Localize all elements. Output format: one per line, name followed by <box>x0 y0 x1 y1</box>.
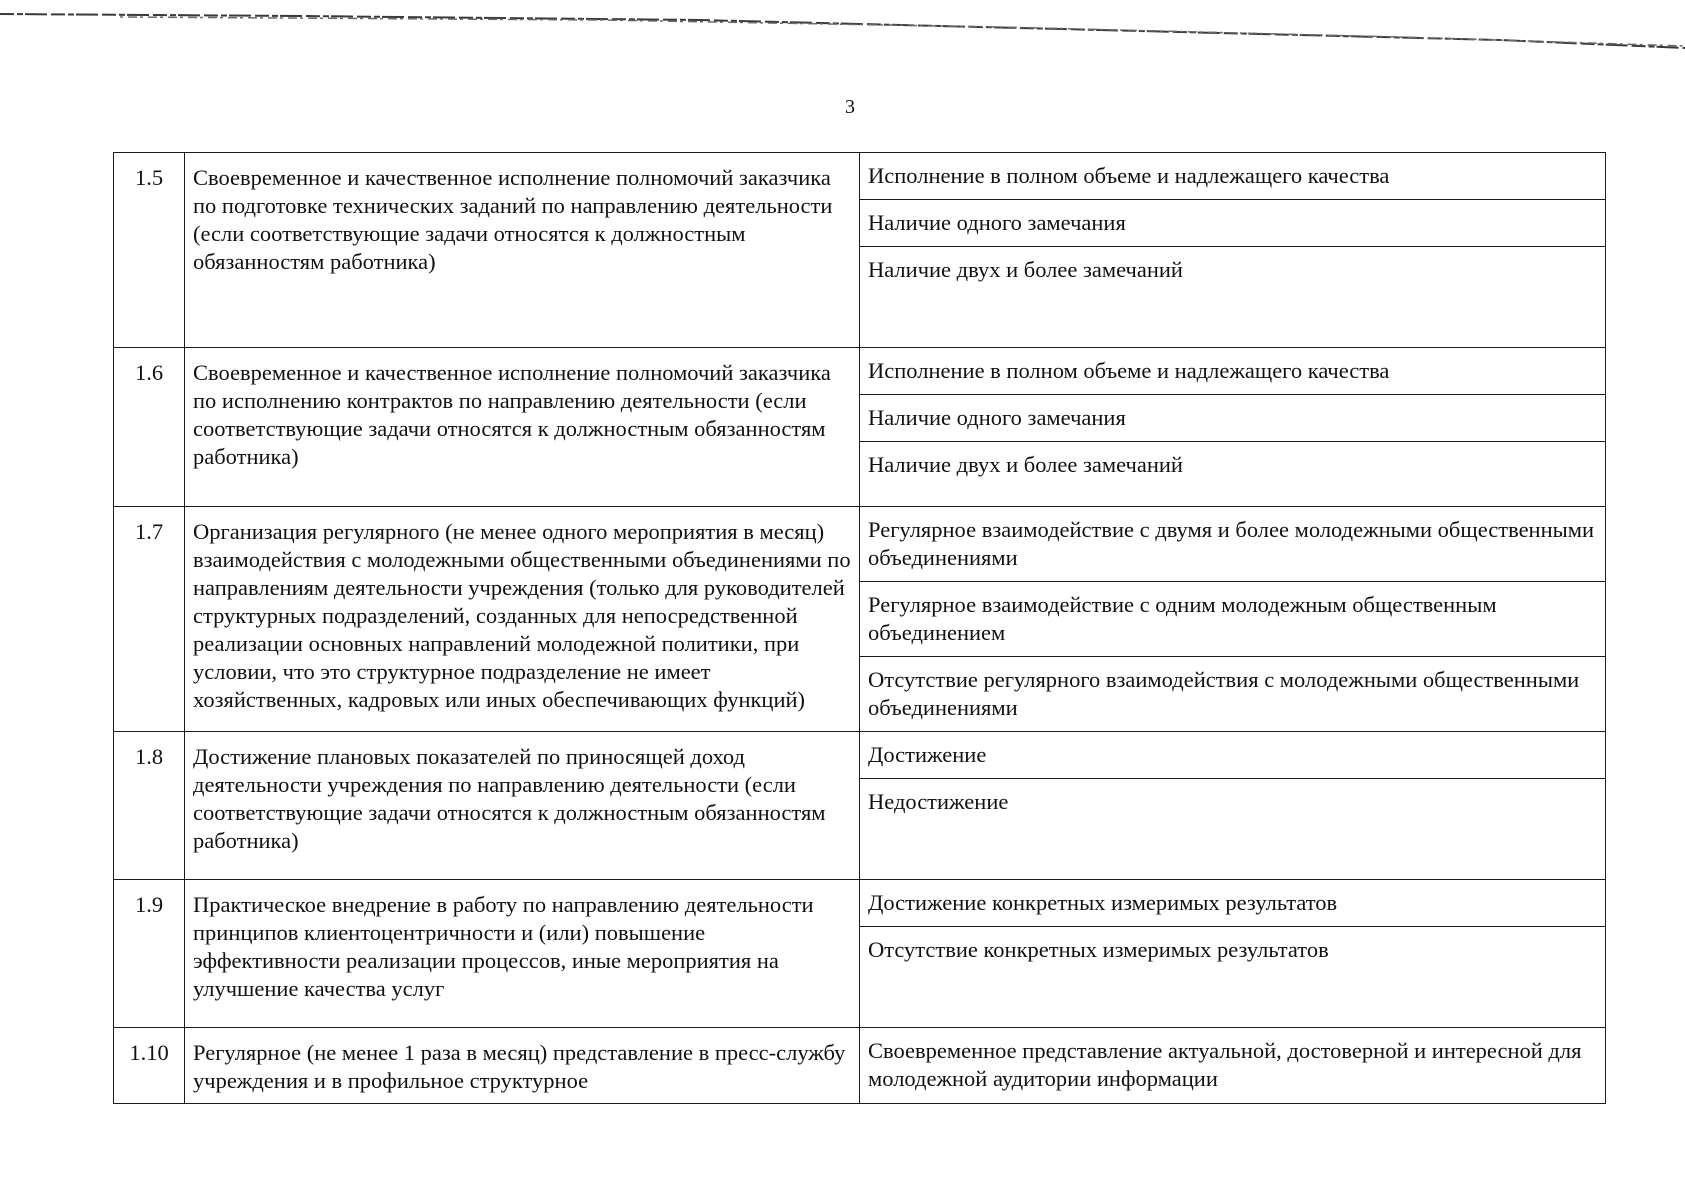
row-number: 1.10 <box>114 1028 185 1104</box>
criterion-cell: Практическое внедрение в работу по направлению деятельности принципов клиентоцентричности и (или) повышение эффективности реализации процессов, иные мероприятия на улучшение качества услуг <box>185 880 860 1028</box>
indicator-cell: Достижение <box>860 732 1606 779</box>
indicator-cell: Исполнение в полном объеме и надлежащего качества <box>860 348 1606 395</box>
indicator-cell: Исполнение в полном объеме и надлежащего качества <box>860 153 1606 200</box>
criterion-cell: Своевременное и качественное исполнение полномочий заказчика по подготовке технических заданий по направлению деятельности (если соответствующие задачи относятся к должностным обязанностям работника) <box>185 153 860 348</box>
table-row <box>114 507 1606 582</box>
indicator-cell: Наличие одного замечания <box>860 395 1606 442</box>
row-number: 1.8 <box>114 732 185 880</box>
scan-edge-noise <box>0 10 1685 60</box>
criterion-cell: Организация регулярного (не менее одного мероприятия в месяц) взаимодействия с молодежными общественными объединениями по направлениям деятельности учреждения (только для руководителей структурных подразделений, созданных для непосредственной реализации основных направлений молодежной политики, при условии, что это структурное подразделение не имеет хозяйственных, кадровых или иных обеспечивающих функций) <box>185 507 860 732</box>
indicator-cell: Отсутствие регулярного взаимодействия с молодежными общественными объединениями <box>860 657 1606 732</box>
indicator-cell: Наличие одного замечания <box>860 200 1606 247</box>
page-number: 3 <box>845 96 855 118</box>
indicator-cell: Регулярное взаимодействие с одним молодежным общественным объединением <box>860 582 1606 657</box>
row-number: 1.5 <box>114 153 185 348</box>
indicator-cell: Достижение конкретных измеримых результатов <box>860 880 1606 927</box>
criterion-cell: Достижение плановых показателей по приносящей доход деятельности учреждения по направлению деятельности (если соответствующие задачи относятся к должностным обязанностям работника) <box>185 732 860 880</box>
row-number: 1.7 <box>114 507 185 732</box>
indicator-cell: Наличие двух и более замечаний <box>860 442 1606 507</box>
table-row <box>114 732 1606 779</box>
indicator-cell: Наличие двух и более замечаний <box>860 247 1606 348</box>
criteria-table <box>113 152 1606 1104</box>
criterion-cell: Своевременное и качественное исполнение полномочий заказчика по исполнению контрактов по направлению деятельности (если соответствующие задачи относятся к должностным обязанностям работника) <box>185 348 860 507</box>
row-number: 1.9 <box>114 880 185 1028</box>
indicator-cell: Регулярное взаимодействие с двумя и более молодежными общественными объединениями <box>860 507 1606 582</box>
table-row <box>114 880 1606 927</box>
indicator-cell: Своевременное представление актуальной, достоверной и интересной для молодежной аудитории информации <box>860 1028 1606 1104</box>
indicator-cell: Отсутствие конкретных измеримых результатов <box>860 927 1606 1028</box>
criterion-cell: Регулярное (не менее 1 раза в месяц) представление в пресс-службу учреждения и в профильное структурное <box>185 1028 860 1104</box>
table-row <box>114 348 1606 395</box>
table-row <box>114 153 1606 200</box>
row-number: 1.6 <box>114 348 185 507</box>
indicator-cell: Недостижение <box>860 779 1606 880</box>
table-row <box>114 1028 1606 1104</box>
